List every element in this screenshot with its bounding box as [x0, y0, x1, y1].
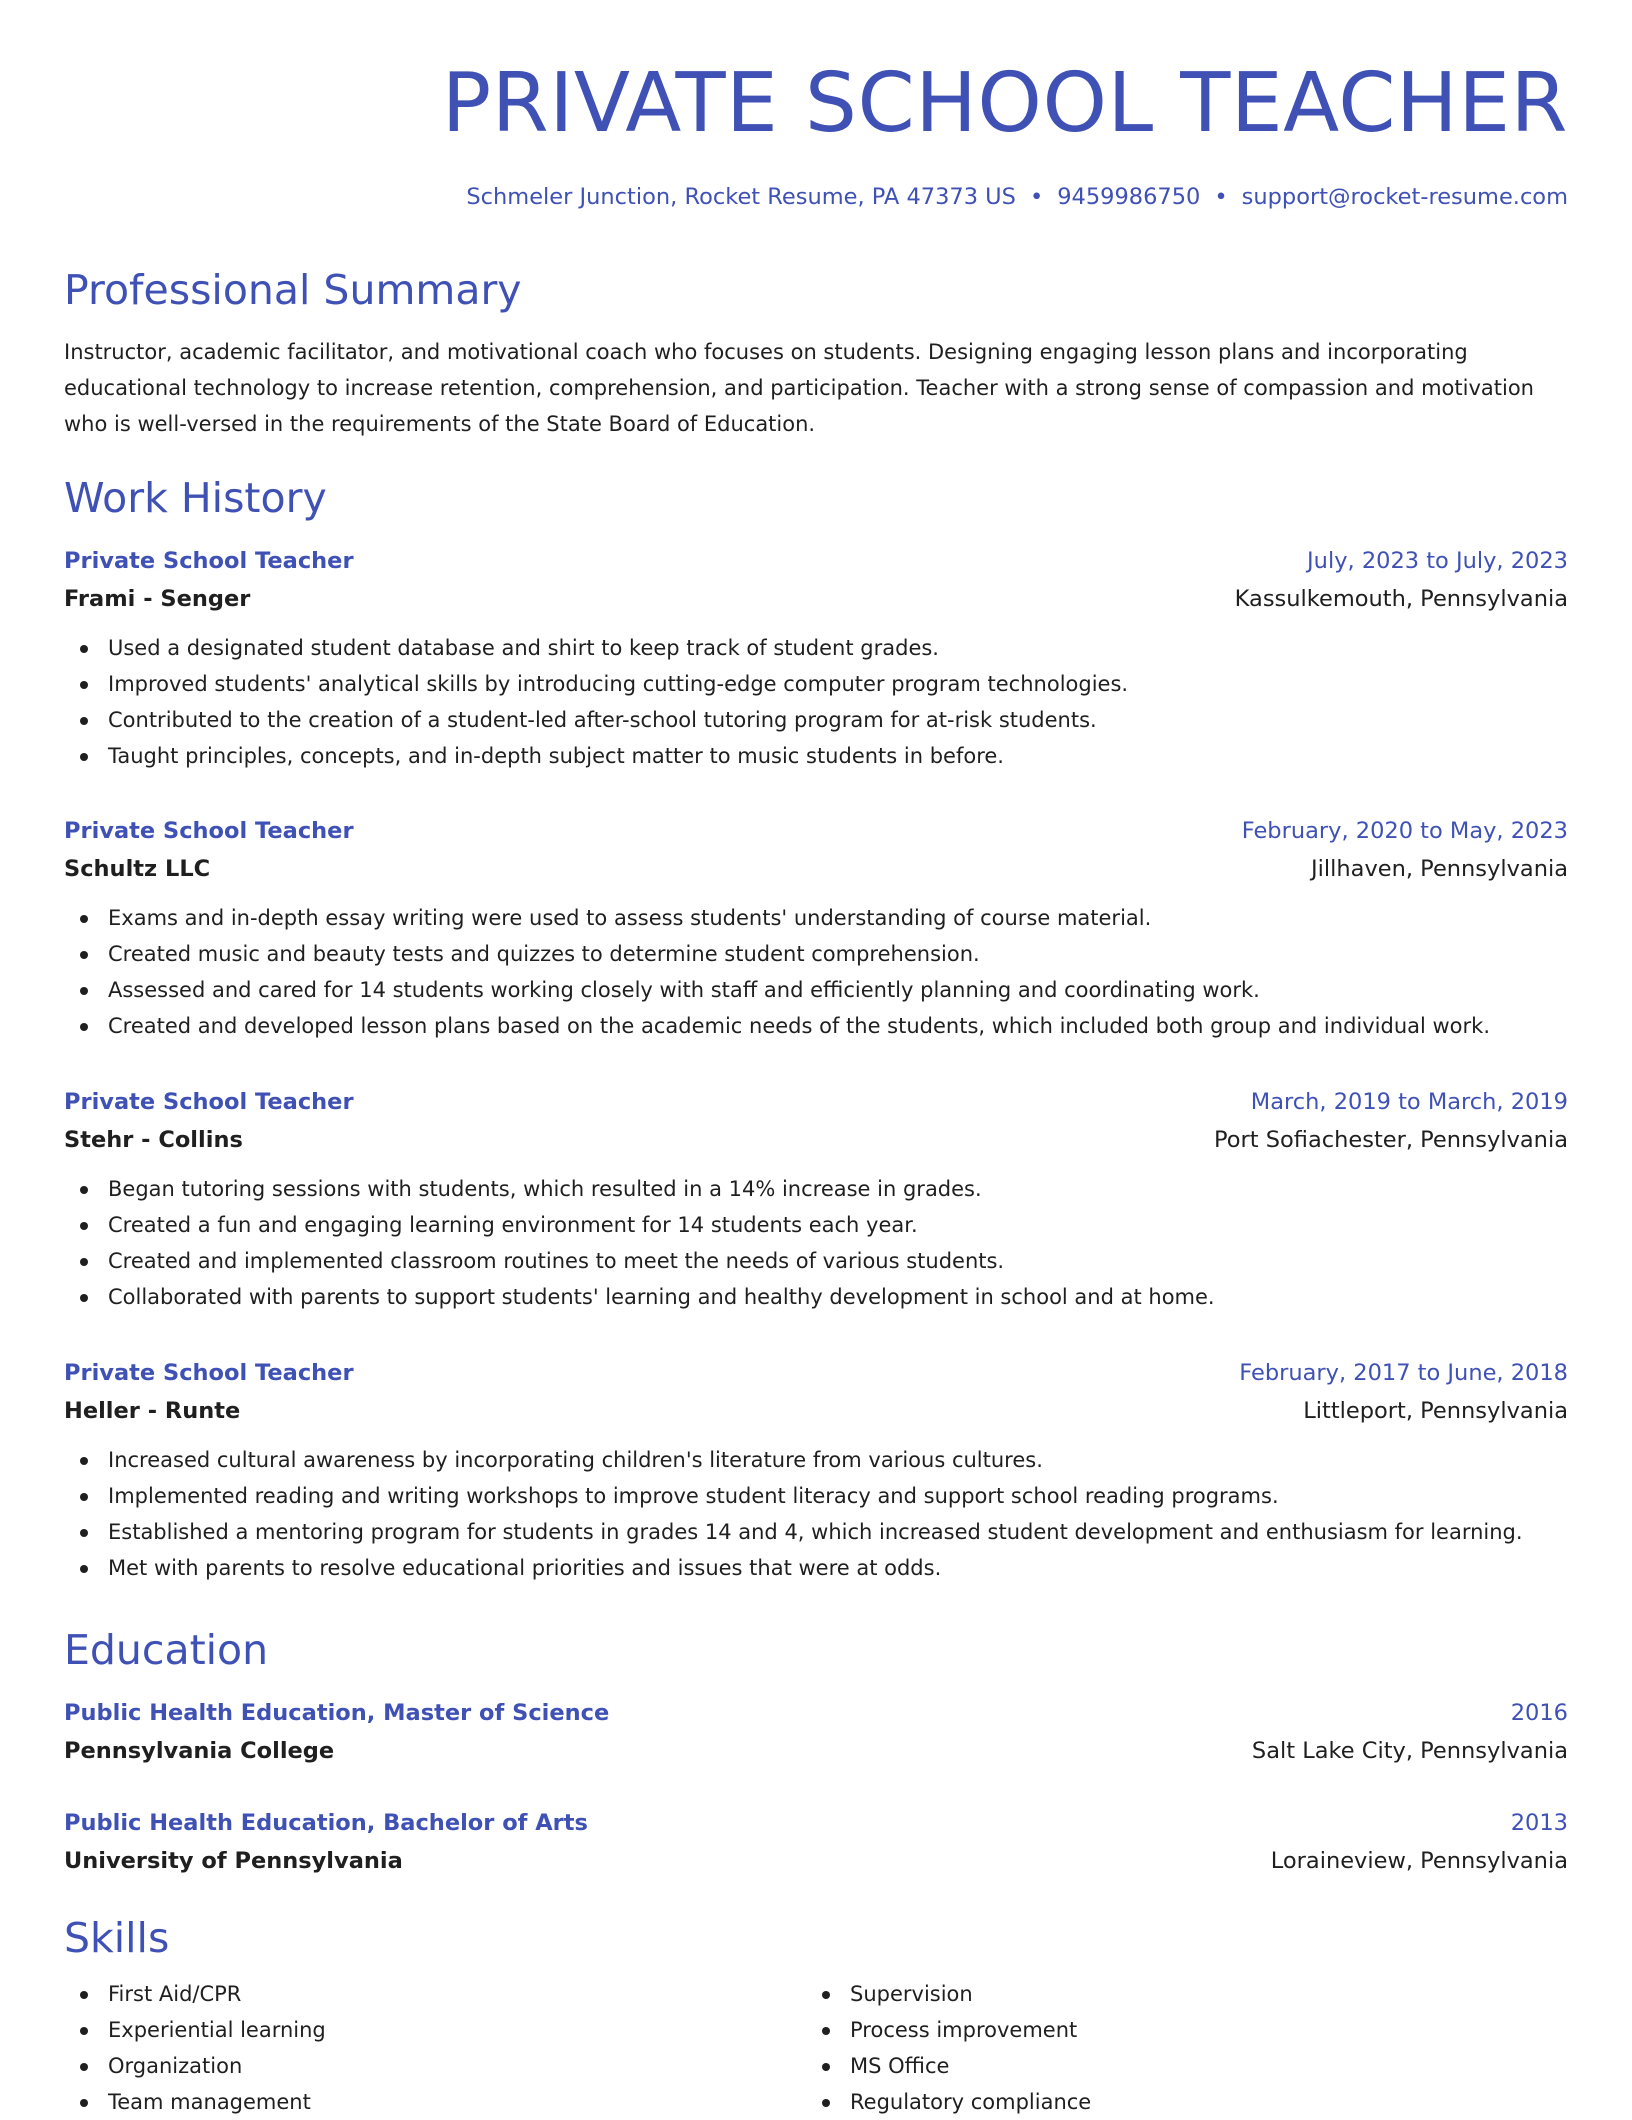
education-heading: Education	[64, 1626, 269, 1674]
job-dates: February, 2020 to May, 2023	[1241, 818, 1568, 844]
job-header-row	[64, 542, 1568, 580]
job-company: Schultz LLC	[64, 856, 211, 882]
job-bullets	[64, 900, 1568, 1044]
skills-list	[64, 1976, 784, 2120]
skills-column-right	[806, 1976, 1526, 2120]
education-location: Salt Lake City, Pennsylvania	[1251, 1738, 1568, 1764]
resume-title: PRIVATE SCHOOL TEACHER	[441, 56, 1568, 151]
job-header-row	[64, 812, 1568, 850]
job-bullet: Taught principles, concepts, and in-depth subject matter to music students in before.	[64, 738, 1568, 774]
job-company-row	[64, 580, 1568, 618]
contact-address: Schmeler Junction, Rocket Resume, PA 47373 US	[466, 184, 1016, 210]
job-company: Heller - Runte	[64, 1398, 241, 1424]
education-degree: Public Health Education, Master of Science	[64, 1700, 610, 1726]
skill-item: Regulatory compliance	[806, 2084, 1526, 2120]
job-company: Frami - Senger	[64, 586, 251, 612]
contact-separator: •	[1029, 184, 1044, 210]
job-bullets	[64, 630, 1568, 774]
job-entry	[64, 1354, 1568, 1586]
contact-phone: 9459986750	[1057, 184, 1201, 210]
job-location: Port Sofiachester, Pennsylvania	[1213, 1127, 1568, 1153]
job-entry	[64, 812, 1568, 1044]
job-location: Jillhaven, Pennsylvania	[1311, 856, 1568, 882]
education-header-row	[64, 1694, 1568, 1732]
job-bullets	[64, 1171, 1568, 1315]
skill-item: Team management	[64, 2084, 784, 2120]
job-bullet: Collaborated with parents to support students' learning and healthy development in school and at home.	[64, 1279, 1568, 1315]
job-header-row	[64, 1083, 1568, 1121]
education-header-row	[64, 1804, 1568, 1842]
job-company-row	[64, 850, 1568, 888]
job-company-row	[64, 1392, 1568, 1430]
job-entry	[64, 1083, 1568, 1315]
work-history-heading: Work History	[64, 474, 327, 522]
contact-email[interactable]: support@rocket-resume.com	[1241, 184, 1568, 210]
skill-item: First Aid/CPR	[64, 1976, 784, 2012]
education-year: 2013	[1510, 1810, 1568, 1836]
education-year: 2016	[1510, 1700, 1568, 1726]
job-location: Littleport, Pennsylvania	[1303, 1398, 1568, 1424]
job-bullet: Assessed and cared for 14 students working closely with staff and efficiently planning and coordinating work.	[64, 972, 1568, 1008]
skill-item: Organization	[64, 2048, 784, 2084]
job-dates: February, 2017 to June, 2018	[1239, 1360, 1568, 1386]
job-company: Stehr - Collins	[64, 1127, 243, 1153]
job-bullet: Exams and in-depth essay writing were used to assess students' understanding of course material.	[64, 900, 1568, 936]
education-school: University of Pennsylvania	[64, 1848, 403, 1874]
job-bullet: Created and developed lesson plans based on the academic needs of the students, which included both group and individual work.	[64, 1008, 1568, 1044]
skill-item: Supervision	[806, 1976, 1526, 2012]
job-bullet: Created music and beauty tests and quizzes to determine student comprehension.	[64, 936, 1568, 972]
job-title: Private School Teacher	[64, 1089, 354, 1115]
job-bullet: Established a mentoring program for students in grades 14 and 4, which increased student development and enthusiasm for learning.	[64, 1514, 1568, 1550]
job-dates: July, 2023 to July, 2023	[1307, 548, 1568, 574]
job-bullet: Created and implemented classroom routines to meet the needs of various students.	[64, 1243, 1568, 1279]
education-school-row	[64, 1842, 1568, 1880]
job-bullet: Met with parents to resolve educational priorities and issues that were at odds.	[64, 1550, 1568, 1586]
skills-list	[806, 1976, 1526, 2120]
job-bullet: Contributed to the creation of a student-led after-school tutoring program for at-risk students.	[64, 702, 1568, 738]
skill-item: MS Office	[806, 2048, 1526, 2084]
job-title: Private School Teacher	[64, 548, 354, 574]
job-title: Private School Teacher	[64, 818, 354, 844]
job-bullets	[64, 1442, 1568, 1586]
summary-heading: Professional Summary	[64, 266, 522, 314]
job-bullet: Began tutoring sessions with students, which resulted in a 14% increase in grades.	[64, 1171, 1568, 1207]
job-bullet: Improved students' analytical skills by introducing cutting-edge computer program technologies.	[64, 666, 1568, 702]
job-entry	[64, 542, 1568, 774]
job-bullet: Created a fun and engaging learning environment for 14 students each year.	[64, 1207, 1568, 1243]
job-bullet: Increased cultural awareness by incorporating children's literature from various cultures.	[64, 1442, 1568, 1478]
job-title: Private School Teacher	[64, 1360, 354, 1386]
education-entry	[64, 1804, 1568, 1880]
education-school: Pennsylvania College	[64, 1738, 335, 1764]
contact-separator: •	[1214, 184, 1228, 210]
skill-item: Experiential learning	[64, 2012, 784, 2048]
job-dates: March, 2019 to March, 2019	[1250, 1089, 1568, 1115]
job-header-row	[64, 1354, 1568, 1392]
skills-column-left	[64, 1976, 784, 2120]
job-location: Kassulkemouth, Pennsylvania	[1234, 586, 1568, 612]
education-location: Loraineview, Pennsylvania	[1270, 1848, 1568, 1874]
contact-line	[466, 180, 1568, 214]
summary-text: Instructor, academic facilitator, and motivational coach who focuses on students. Designing engaging lesson plans and incorporating educational technology to increase retention, comprehension, and participation. Teacher with a strong sense of compassion and motivation who is well-versed in the requirements of the State Board of Education.	[64, 340, 1534, 436]
skills-heading: Skills	[64, 1914, 170, 1962]
job-bullet: Implemented reading and writing workshops to improve student literacy and support school reading programs.	[64, 1478, 1568, 1514]
education-entry	[64, 1694, 1568, 1770]
job-company-row	[64, 1121, 1568, 1159]
job-bullet: Used a designated student database and shirt to keep track of student grades.	[64, 630, 1568, 666]
skill-item: Process improvement	[806, 2012, 1526, 2048]
education-school-row	[64, 1732, 1568, 1770]
education-degree: Public Health Education, Bachelor of Arts	[64, 1810, 588, 1836]
